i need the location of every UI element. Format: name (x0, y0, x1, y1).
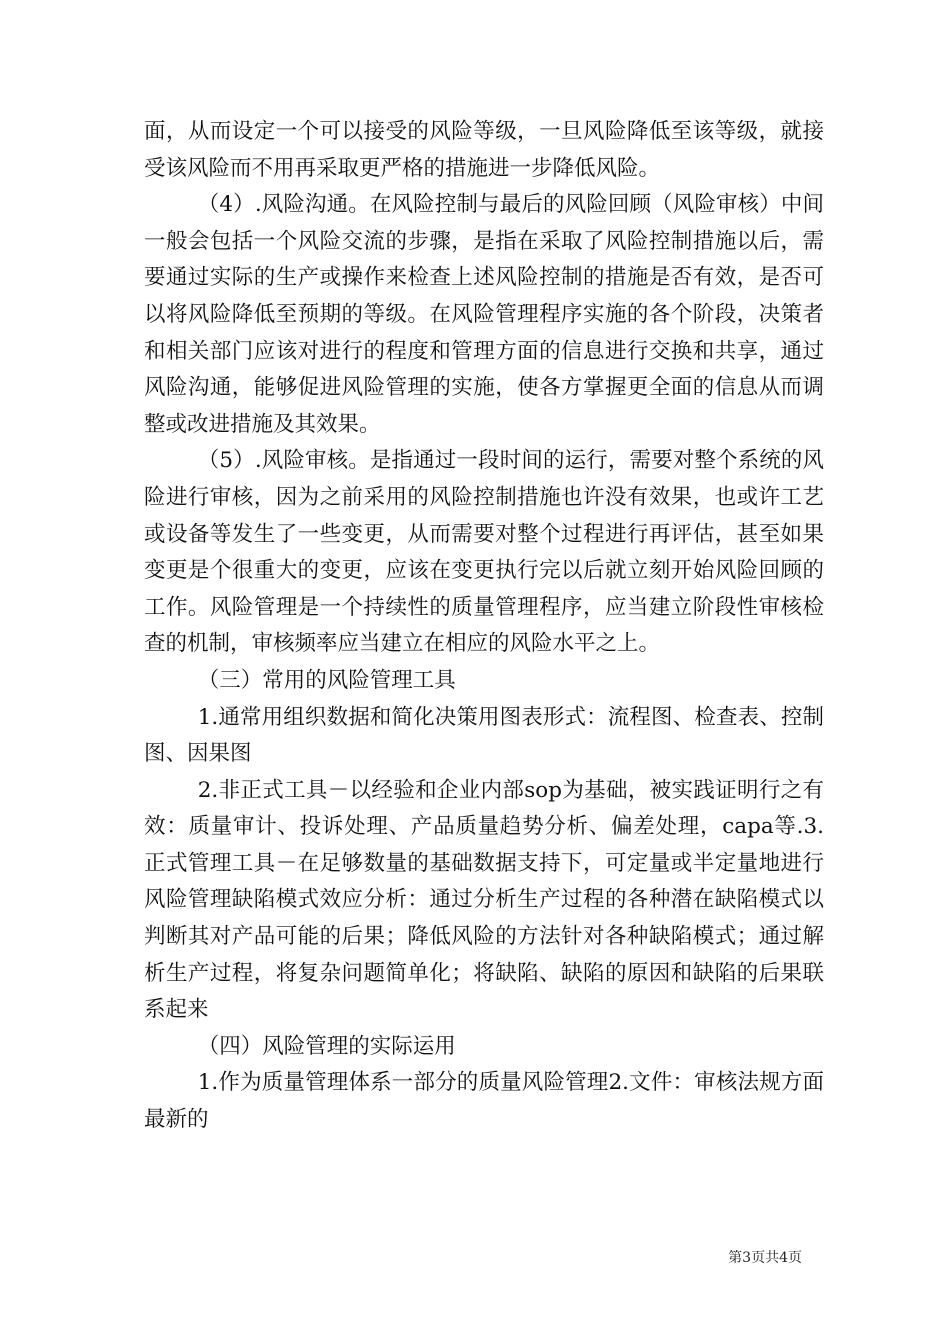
paragraph-qms-part: 1.作为质量管理体系一部分的质量风险管理2.文件：审核法规方面最新的 (144, 1070, 824, 1133)
paragraph-risk-review: （5）.风险审核。是指通过一段时间的运行，需要对整个系统的风险进行审核，因为之前采用的风险控制措施也许没有效果，也或许工艺或设备等发生了一些变更，从而需要对整个过程进行再评估，甚至如果变更是个很重大的变更，应该在变更执行完以后就立刻开始风险回顾的工作。风险管理是一个持续性的质量管理程序，应当建立阶段性审核检查的机制，审核频率应当建立在相应的风险水平之上。 (144, 448, 824, 657)
paragraph-risk-level: 面，从而设定一个可以接受的风险等级，一旦风险降低至该等级，就接受该风险而不用再采取更严格的措施进一步降低风险。 (144, 119, 824, 181)
paragraph-risk-communication: （4）.风险沟通。在风险控制与最后的风险回顾（风险审核）中间一般会包括一个风险交流的步骤，是指在采取了风险控制措施以后，需要通过实际的生产或操作来检查上述风险控制的措施是否有效，是否可以将风险降低至预期的等级。在风险管理程序实施的各个阶段，决策者和相关部门应该对进行的程度和管理方面的信息进行交换和共享，通过风险沟通，能够促进风险管理的实施，使各方掌握更全面的信息从而调整或改进措施及其效果。 (144, 192, 824, 437)
section-heading-risk-tools: （三）常用的风险管理工具 (197, 667, 456, 693)
paragraph-chart-tools: 1.通常用组织数据和简化决策用图表形式：流程图、检查表、控制图、因果图 (144, 704, 824, 767)
section-heading-practical-use: （四）风险管理的实际运用 (197, 1033, 456, 1059)
document-body (144, 114, 824, 1139)
page-number-footer: 第3页共4页 (728, 1250, 802, 1266)
paragraph-informal-formal-tools: 2.非正式工具－以经验和企业内部sop为基础，被实践证明行之有效：质量审计、投诉处理、产品质量趋势分析、偏差处理，capa等.3.正式管理工具－在足够数量的基础数据支持下，可定量或半定量地进行风险管理缺陷模式效应分析：通过分析生产过程的各种潜在缺陷模式以判断其对产品可能的后果；降低风险的方法针对各种缺陷模式；通过解析生产过程，将复杂问题简单化；将缺陷、缺陷的原因和缺陷的后果联系起来 (144, 777, 824, 1023)
